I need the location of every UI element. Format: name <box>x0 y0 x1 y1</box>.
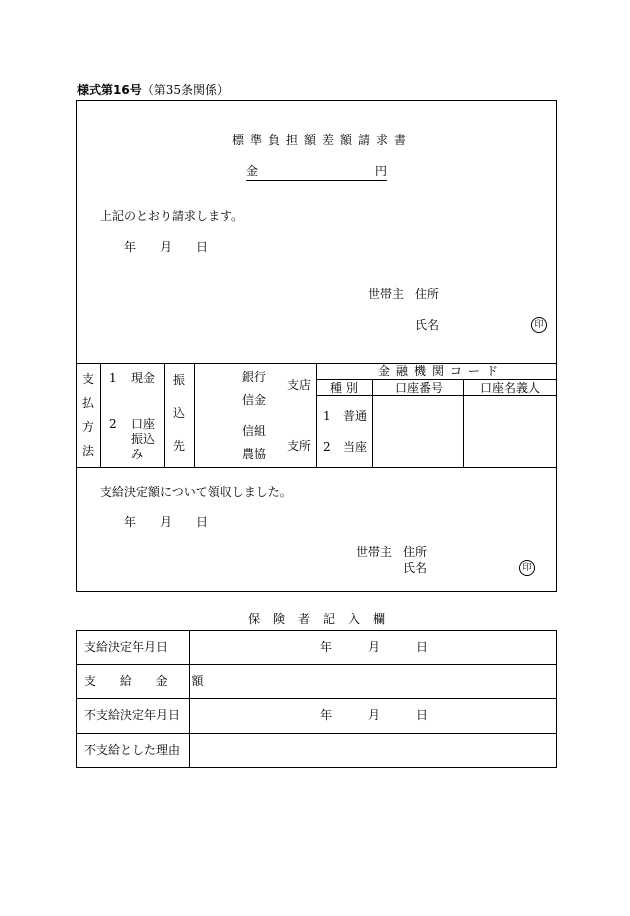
divider-dest <box>194 363 195 467</box>
amount-underline <box>246 180 387 181</box>
claim-address-label: 住所 <box>415 287 440 301</box>
claim-date-month: 月 <box>160 240 173 254</box>
insurer-row-line-2 <box>76 698 557 699</box>
code-subheader-line <box>316 395 557 396</box>
receipt-name-label: 氏名 <box>403 561 428 575</box>
column-type: 種 別 <box>330 381 358 395</box>
institution-shinkin: 信金 <box>242 393 267 407</box>
insurer-row-line-1 <box>76 664 557 665</box>
decision-date-month: 月 <box>368 640 381 654</box>
divider-type <box>372 379 373 467</box>
receipt-seal-mark: 印 <box>519 560 535 576</box>
institution-shinkumi: 信組 <box>242 424 267 438</box>
option-cash-number: 1 <box>109 371 117 385</box>
column-account-number: 口座番号 <box>395 381 444 395</box>
payment-method-label: 支 払 方 法 <box>81 372 94 458</box>
claim-date-day: 日 <box>196 240 209 254</box>
insurer-row-nonpayment-date: 不支給決定年月日 <box>84 708 181 722</box>
receipt-date-day: 日 <box>196 515 209 529</box>
type-current-number: 2 <box>323 440 331 454</box>
amount-suffix: 円 <box>375 164 388 178</box>
insurer-row-nonpayment-reason: 不支給とした理由 <box>84 743 181 757</box>
type-current: 当座 <box>343 440 368 454</box>
claim-name-label: 氏名 <box>415 318 440 332</box>
divider-options <box>164 363 165 467</box>
option-cash: 現金 <box>131 371 156 385</box>
form-number: 様式第16号 <box>77 83 142 97</box>
branch-sub-label: 支所 <box>287 439 312 453</box>
receipt-address-label: 住所 <box>403 545 428 559</box>
insurer-row-decision-date: 支給決定年月日 <box>84 640 169 654</box>
receipt-statement: 支給決定額について領収しました。 <box>100 485 292 499</box>
type-ordinary-number: 1 <box>323 409 331 423</box>
nonpayment-date-day: 日 <box>416 708 429 722</box>
code-header-line <box>316 379 557 380</box>
transfer-destination-label: 振 込 先 <box>172 373 185 453</box>
code-header: 金融機関コード <box>378 364 505 378</box>
claim-statement: 上記のとおり請求します。 <box>100 209 244 223</box>
amount-prefix: 金 <box>246 164 259 178</box>
claim-date-year: 年 <box>124 240 137 254</box>
institution-nokyo: 農協 <box>242 447 267 461</box>
receipt-date-month: 月 <box>160 515 173 529</box>
divider-method <box>100 363 101 467</box>
decision-date-year: 年 <box>320 640 333 654</box>
option-transfer-line1: 口座 <box>131 417 156 431</box>
claim-form-box <box>76 100 557 592</box>
type-ordinary: 普通 <box>343 409 368 423</box>
column-account-holder: 口座名義人 <box>480 381 541 395</box>
institution-bank: 銀行 <box>242 370 267 384</box>
form-label <box>77 84 229 96</box>
payment-bottom-border <box>76 467 557 468</box>
receipt-household-head: 世帯主 <box>356 545 393 559</box>
nonpayment-date-year: 年 <box>320 708 333 722</box>
insurer-row-amount: 支 給 金 額 <box>84 674 214 688</box>
insurer-section-title: 保険者記入欄 <box>248 612 399 626</box>
option-transfer-line2: 振込 <box>131 432 156 446</box>
insurer-row-line-3 <box>76 733 557 734</box>
insurer-column-divider <box>189 630 190 768</box>
branch-office-label: 支店 <box>287 378 312 392</box>
divider-account <box>463 379 464 467</box>
decision-date-day: 日 <box>416 640 429 654</box>
form-title: 標準負担額差額請求書 <box>232 133 413 147</box>
receipt-date-year: 年 <box>124 515 137 529</box>
claim-household-head: 世帯主 <box>368 287 405 301</box>
option-transfer-line3: み <box>131 447 144 461</box>
form-reference: （第35条関係） <box>141 83 229 97</box>
nonpayment-date-month: 月 <box>368 708 381 722</box>
claim-seal-mark: 印 <box>531 317 547 333</box>
option-transfer-number: 2 <box>109 417 117 431</box>
